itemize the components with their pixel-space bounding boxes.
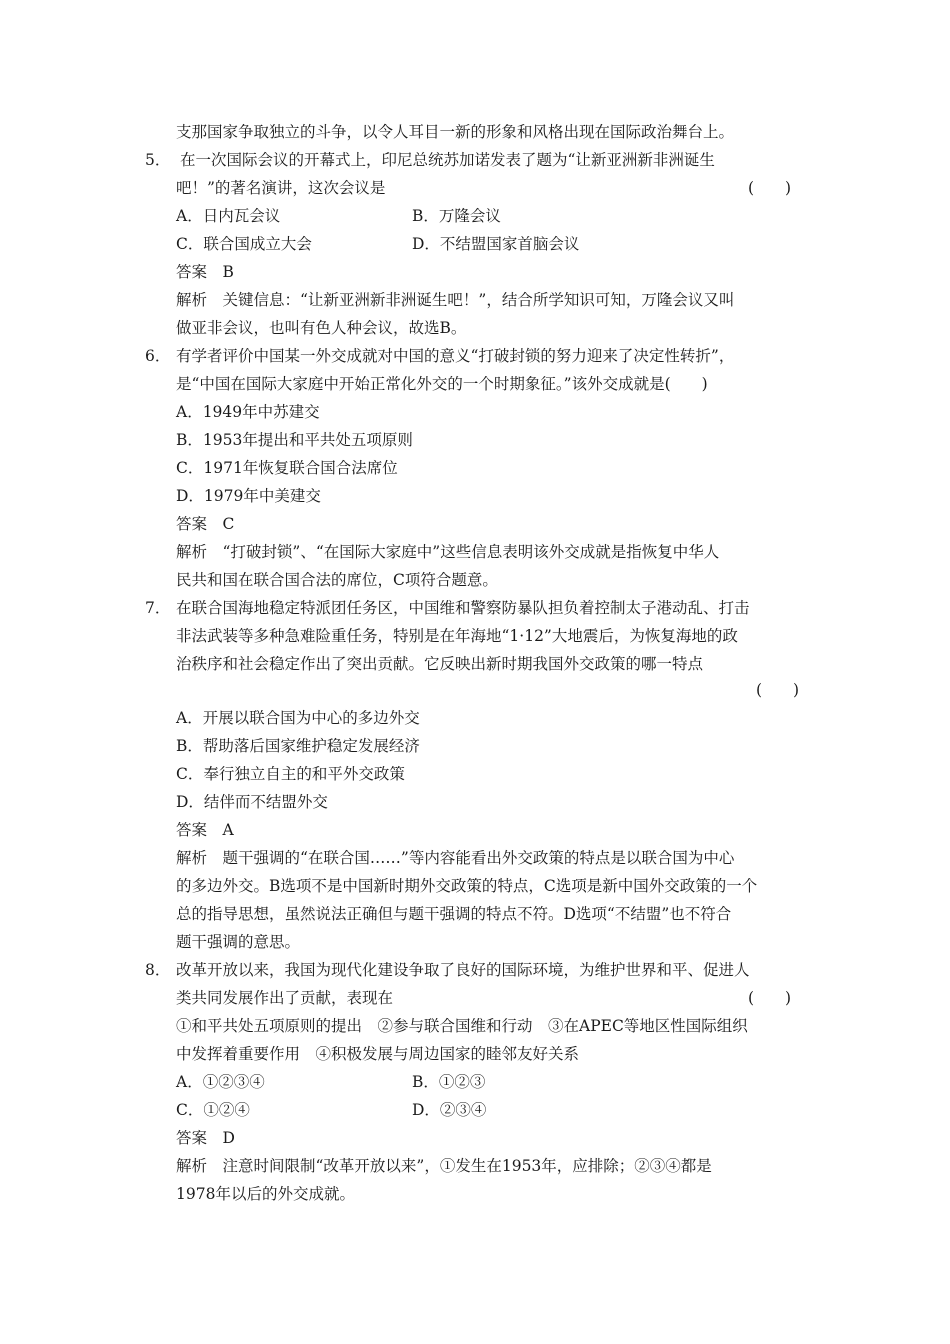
option-c: C．奉行独立自主的和平外交政策 [176, 765, 405, 783]
analysis-line: 解析 注意时间限制“改革开放以来”，①发生在1953年，应排除；②③④都是 [176, 1157, 712, 1175]
analysis-line: 民共和国在联合国合法的席位，C项符合题意。 [176, 571, 498, 589]
answer-blank: ( ) [756, 681, 800, 699]
question-stem-line: 有学者评价中国某一外交成就对中国的意义“打破封锁的努力迎来了决定性转折”， [176, 347, 735, 365]
option-d: D．结伴而不结盟外交 [176, 793, 328, 811]
answer-line: 答案 A [176, 821, 234, 839]
option-a: A．1949年中苏建交 [176, 403, 320, 421]
option-c: C．联合国成立大会 [176, 235, 312, 253]
question-number: 5． [145, 151, 171, 169]
item-line: ①和平共处五项原则的提出 ②参与联合国维和行动 ③在APEC等地区性国际组织 [176, 1017, 748, 1035]
question-stem-line: 改革开放以来，我国为现代化建设争取了良好的国际环境，为维护世界和平、促进人 [176, 961, 750, 979]
analysis-line: 解析 题干强调的“在联合国……”等内容能看出外交政策的特点是以联合国为中心 [176, 849, 735, 867]
answer-blank: ( ) [748, 989, 792, 1007]
intro-line: 支那国家争取独立的斗争，以令人耳目一新的形象和风格出现在国际政治舞台上。 [176, 123, 735, 141]
question-stem-line: 在联合国海地稳定特派团任务区，中国维和警察防暴队担负着控制太子港动乱、打击 [176, 599, 750, 617]
question-stem-line: 类共同发展作出了贡献，表现在 [176, 989, 394, 1007]
analysis-line: 总的指导思想，虽然说法正确但与题干强调的特点不符。D选项“不结盟”也不符合 [176, 905, 732, 923]
question-stem-line: 在一次国际会议的开幕式上，印尼总统苏加诺发表了题为“让新亚洲新非洲诞生 [180, 151, 715, 169]
answer-line: 答案 C [176, 515, 235, 533]
option-d: D．不结盟国家首脑会议 [412, 235, 580, 253]
answer-blank: ( ) [748, 179, 792, 197]
question-stem-line: 是“中国在国际大家庭中开始正常化外交的一个时期象征。”该外交成就是( ) [176, 375, 708, 393]
option-b: B．帮助落后国家维护稳定发展经济 [176, 737, 420, 755]
option-d: D．②③④ [412, 1101, 487, 1119]
option-a: A．开展以联合国为中心的多边外交 [176, 709, 420, 727]
analysis-line: 题干强调的意思。 [176, 933, 301, 951]
question-stem-line: 非法武装等多种急难险重任务，特别是在年海地“1·12”大地震后，为恢复海地的政 [176, 627, 738, 645]
option-c: C．①②④ [176, 1101, 250, 1119]
question-number: 6． [145, 347, 171, 365]
option-b: B．①②③ [412, 1073, 486, 1091]
analysis-line: 做亚非会议，也叫有色人种会议，故选B。 [176, 319, 467, 337]
question-number: 7． [145, 599, 171, 617]
option-b: B．万隆会议 [412, 207, 501, 225]
item-line: 中发挥着重要作用 ④积极发展与周边国家的睦邻友好关系 [176, 1045, 580, 1063]
analysis-line: 1978年以后的外交成就。 [176, 1185, 355, 1203]
answer-line: 答案 B [176, 263, 234, 281]
option-d: D．1979年中美建交 [176, 487, 321, 505]
option-c: C．1971年恢复联合国合法席位 [176, 459, 398, 477]
analysis-line: 解析 关键信息：“让新亚洲新非洲诞生吧！”，结合所学知识可知，万隆会议又叫 [176, 291, 735, 309]
analysis-line: 解析 “打破封锁”、“在国际大家庭中”这些信息表明该外交成就是指恢复中华人 [176, 543, 720, 561]
question-stem-line: 治秩序和社会稳定作出了突出贡献。它反映出新时期我国外交政策的哪一特点 [176, 655, 704, 673]
option-a: A．日内瓦会议 [176, 207, 281, 225]
question-stem-line: 吧！”的著名演讲，这次会议是 [176, 179, 386, 197]
analysis-line: 的多边外交。B选项不是中国新时期外交政策的特点，C选项是新中国外交政策的一个 [176, 877, 758, 895]
answer-line: 答案 D [176, 1129, 235, 1147]
option-a: A．①②③④ [176, 1073, 265, 1091]
option-b: B．1953年提出和平共处五项原则 [176, 431, 413, 449]
question-number: 8． [145, 961, 171, 979]
